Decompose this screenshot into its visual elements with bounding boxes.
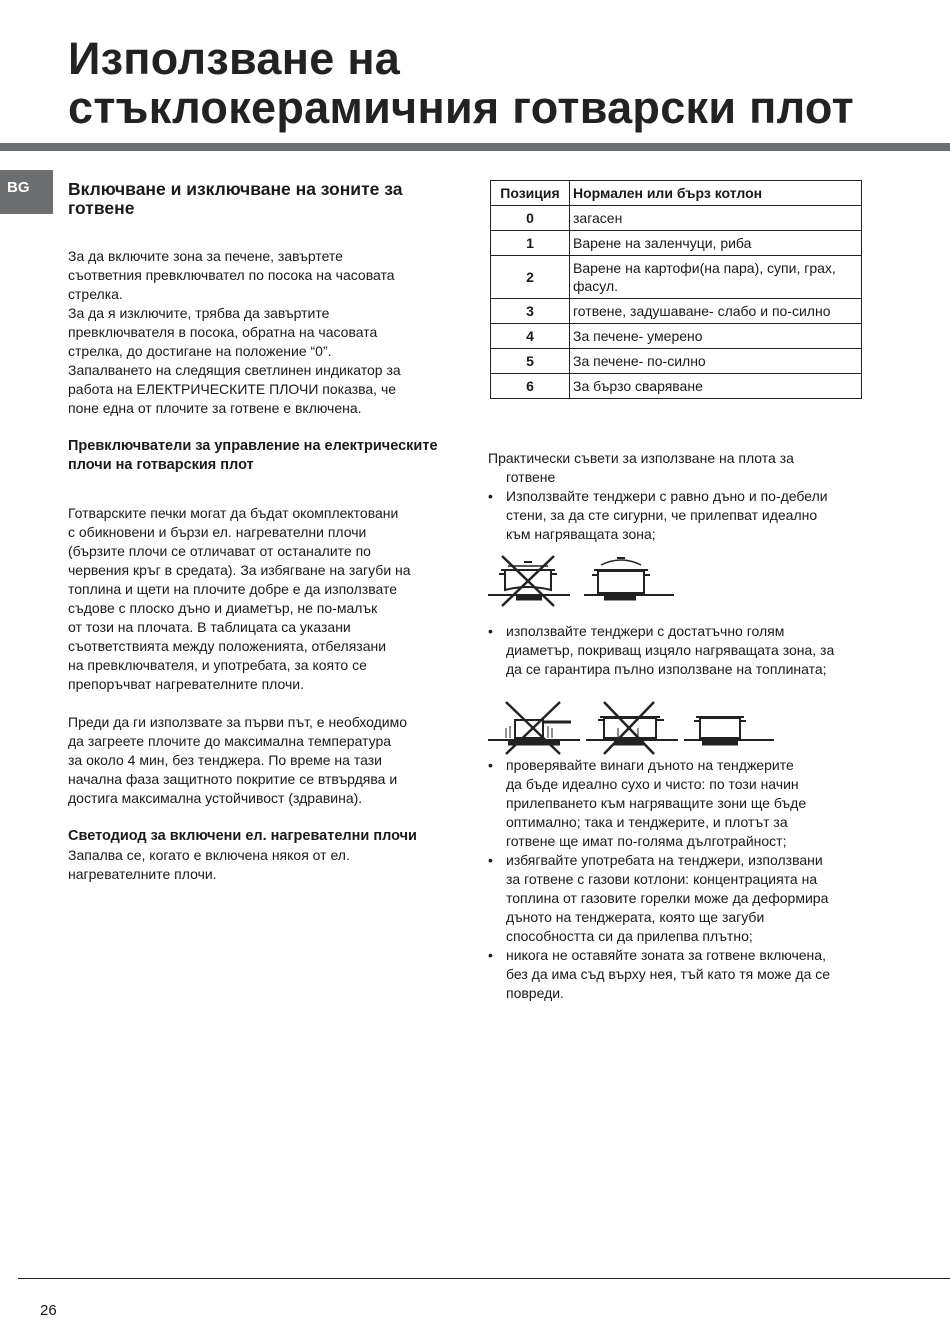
text-line: способността си да прилепва плътно; [506, 928, 753, 944]
section-heading-led: Светодиод за включени ел. нагревателни плочи [68, 828, 417, 844]
list-item [488, 487, 878, 544]
text-line: от този на плочата. В таблицата са указани [68, 619, 351, 635]
text-line: прилепването към нагряващите зони ще бъде [506, 795, 807, 811]
list-item [488, 946, 878, 1003]
text-line: стрелка. [68, 286, 123, 302]
table-cell-usage: готвене, задушаване- слабо и по-силно [570, 299, 862, 324]
text-line: за готвене с газови котлони: концентрацията на [506, 871, 818, 887]
table-cell-position: 6 [491, 374, 570, 399]
section-heading-controls: Превключватели за управление на електрическите плочи на готварския плот [68, 438, 438, 473]
text-line: съдове с плоско дъно и диаметър, не по-малък [68, 600, 378, 616]
page-number: 26 [40, 1302, 57, 1319]
table-row [491, 299, 862, 324]
table-cell-usage: Варене на картофи(на пара), супи, грах, фасул. [570, 256, 862, 299]
text-line: Запалва се, когато е включена някоя от ел. [68, 847, 350, 863]
text-line: За да я изключите, трябва да завъртите [68, 305, 330, 321]
text-line: съответния превключвател по посока на часовата [68, 267, 395, 283]
text-line: работа на ЕЛЕКТРИЧЕСКИТЕ ПЛОЧИ показва, че [68, 381, 397, 397]
tips-list [488, 622, 878, 679]
text-line: топлина от газовите горелки може да деформира [506, 890, 829, 906]
text-line: избягвайте употребата на тенджери, използвани [506, 852, 823, 868]
text-line: готвене ще имат по-голяма дълготрайност; [506, 833, 787, 849]
text-line: топлина и щети на плочите добре е да използвате [68, 581, 398, 597]
text-line: да загреете плочите до максимална температура [68, 733, 392, 749]
bullet-mark: • [488, 852, 493, 868]
list-item [488, 851, 878, 946]
table-row [491, 374, 862, 399]
text-line: начална фаза защитното покритие се втвърдява и [68, 771, 398, 787]
paragraph-led [68, 846, 448, 884]
left-column [68, 180, 448, 884]
text-line: оптимално; така и тенджерите, и плотът за [506, 814, 788, 830]
text-line: червения кръг в средата). За избягване на загуби на [68, 562, 411, 578]
table-cell-position: 0 [491, 206, 570, 231]
small-pot-crossed-icon [488, 702, 580, 754]
text-line: (бързите плочи се отличават от останалите по [68, 543, 371, 559]
text-line: никога не оставяйте зоната за готвене включена, [506, 947, 826, 963]
footer-divider [18, 1278, 950, 1279]
table-cell-usage: За бързо сваряване [570, 374, 862, 399]
pot-diameter-illustration [488, 698, 778, 756]
table-row [491, 324, 862, 349]
paragraph-switching [68, 247, 448, 418]
table-row [491, 349, 862, 374]
table-cell-position: 1 [491, 231, 570, 256]
correct-pot-icon [684, 717, 774, 743]
page-title [68, 34, 928, 132]
flat-pot-icon [584, 558, 674, 598]
text-line: повреди. [506, 985, 564, 1001]
bullet-mark: • [488, 488, 493, 504]
text-line: проверявайте винаги дъното на тенджерите [506, 757, 794, 773]
text-line: За да включите зона за печене, завъртете [68, 248, 343, 264]
text-line: съответствията между положенията, отбелязани [68, 638, 387, 654]
table-header-usage: Нормален или бърз котлон [570, 181, 862, 206]
text-line: на превключвателя, и употребата, за която се [68, 657, 367, 673]
table-cell-position: 4 [491, 324, 570, 349]
page-title-line-2: стъклокерамичния готварски плот [68, 82, 854, 133]
bullet-mark: • [488, 947, 493, 963]
text-line: с обикновени и бързи ел. нагревателни плочи [68, 524, 367, 540]
text-line: диаметър, покриващ изцяло нагряващата зона, за [506, 642, 835, 658]
paragraph-controls [68, 504, 448, 694]
tips-list [488, 487, 878, 544]
table-row [491, 231, 862, 256]
text-line: Използвайте тенджери с равно дъно и по-дебели [506, 488, 828, 504]
text-line: за около 4 мин, без тенджера. По време на тази [68, 752, 382, 768]
table-cell-usage: За печене- по-силно [570, 349, 862, 374]
text-line: Практически съвети за използване на плота за [488, 450, 794, 466]
flat-bottom-pots-illustration [488, 548, 678, 608]
table-cell-position: 2 [491, 256, 570, 299]
tips-block-1 [488, 449, 878, 544]
text-line: стрелка, до достигане на положение “0”. [68, 343, 332, 359]
text-line: превключвателя в посока, обратна на часовата [68, 324, 378, 340]
text-line: достига максимална устойчивост (здравина). [68, 790, 363, 806]
text-line: без да има съд върху нея, тъй като тя може да се [506, 966, 831, 982]
tips-block-2 [488, 622, 878, 679]
text-line: препоръчват нагревателните плочи. [68, 676, 304, 692]
text-line: към нагряващата зона; [506, 526, 656, 542]
bullet-mark: • [488, 757, 493, 773]
table-cell-position: 5 [491, 349, 570, 374]
list-item [488, 756, 878, 851]
tips-block-3 [488, 756, 878, 1003]
table-cell-usage: Варене на заленчуци, риба [570, 231, 862, 256]
text-line: готвене [506, 469, 556, 485]
tips-intro [488, 449, 878, 487]
text-line: да бъде идеално сухо и чисто: по този начин [506, 776, 799, 792]
text-line: нагревателните плочи. [68, 866, 217, 882]
text-line: Преди да ги използвате за първи път, е необходимо [68, 714, 408, 730]
text-line: Запалването на следящия светлинен индикатор за [68, 362, 401, 378]
warped-pot-crossed-icon [488, 556, 570, 606]
text-line: Готварските печки могат да бъдат окомплектовани [68, 505, 399, 521]
section-heading-switching: Включване и изключване на зоните за готвене [68, 179, 403, 218]
position-table [490, 180, 862, 399]
text-line: използвайте тенджери с достатъчно голям [506, 623, 785, 639]
table-cell-usage: За печене- умерено [570, 324, 862, 349]
position-table-wrapper [490, 180, 862, 399]
oversized-pot-crossed-icon [586, 702, 678, 754]
paragraph-first-use [68, 713, 448, 808]
language-badge: BG [0, 170, 53, 214]
text-line: да се гарантира пълно използване на топлината; [506, 661, 827, 677]
page-title-line-1: Използване на [68, 33, 401, 84]
tips-list [488, 756, 878, 1003]
table-row [491, 256, 862, 299]
table-row [491, 206, 862, 231]
bullet-mark: • [488, 623, 493, 639]
table-header-position: Позиция [491, 181, 570, 206]
title-divider [0, 143, 950, 151]
list-item [488, 622, 878, 679]
text-line: дъното на тенджерата, която ще загуби [506, 909, 765, 925]
text-line: поне една от плочите за готвене е включена. [68, 400, 362, 416]
text-line: стени, за да сте сигурни, че прилепват идеално [506, 507, 818, 523]
table-cell-usage: загасен [570, 206, 862, 231]
table-cell-position: 3 [491, 299, 570, 324]
